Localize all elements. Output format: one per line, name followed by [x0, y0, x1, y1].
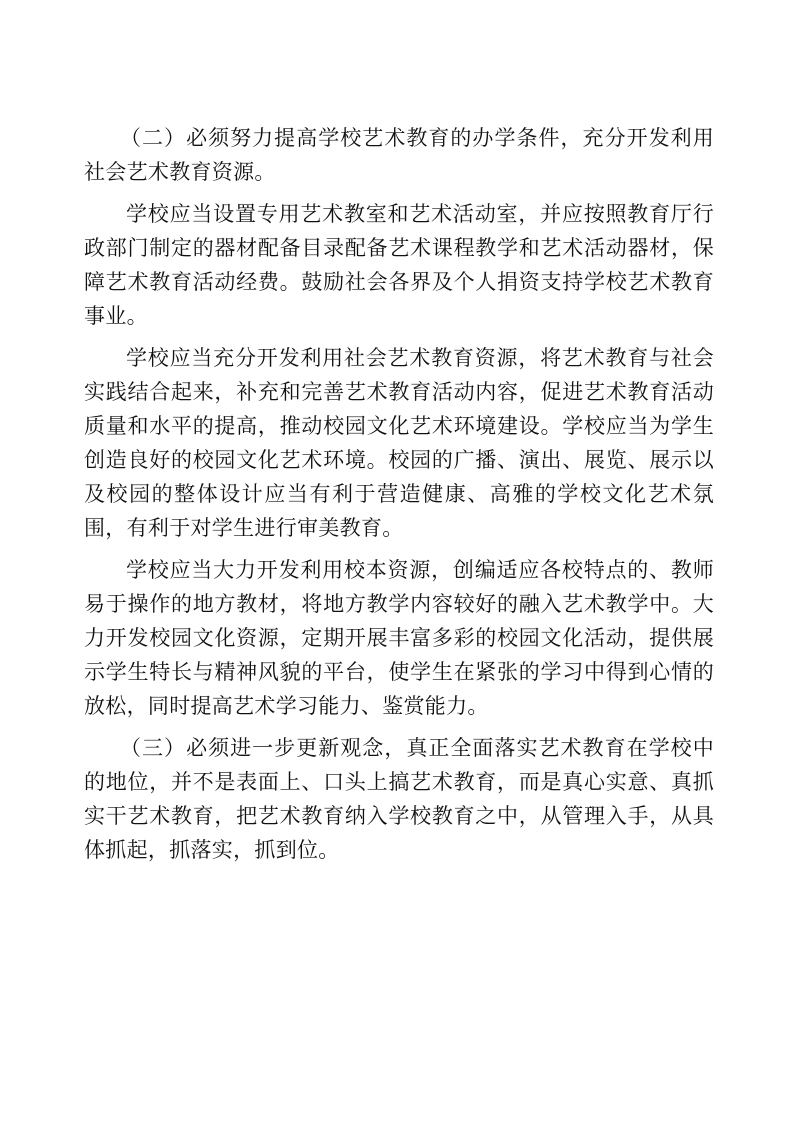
document-body: [84, 121, 714, 867]
paragraph-social-resources: 学校应当充分开发利用社会艺术教育资源，将艺术教育与社会实践结合起来，补充和完善艺术教育活动内容，促进艺术教育活动质量和水平的提高，推动校园文化艺术环境建设。学校应当为学生创造良好的校园文化艺术环境。校园的广播、演出、展览、展示以及校园的整体设计应当有利于营造健康、高雅的学校文化艺术氛围，有利于对学生进行审美教育。: [84, 346, 714, 540]
paragraph-school-resources: 学校应当大力开发利用校本资源，创编适应各校特点的、教师易于操作的地方教材，将地方教学内容较好的融入艺术教学中。大力开发校园文化资源，定期开展丰富多彩的校园文化活动，提供展示学生特长与精神风貌的平台，使学生在紧张的学习中得到心情的放松，同时提高艺术学习能力、鉴赏能力。: [84, 558, 714, 718]
section-heading-two: （二）必须努力提高学校艺术教育的办学条件，充分开发利用社会艺术教育资源。: [84, 126, 714, 184]
paragraph-art-classrooms: 学校应当设置专用艺术教室和艺术活动室，并应按照教育厅行政部门制定的器材配备目录配备艺术课程教学和艺术活动器材，保障艺术教育活动经费。鼓励社会各界及个人捐资支持学校艺术教育事业。: [84, 202, 714, 328]
section-heading-three: （三）必须进一步更新观念，真正全面落实艺术教育在学校中的地位，并不是表面上、口头上搞艺术教育，而是真心实意、真抓实干艺术教育，把艺术教育纳入学校教育之中，从管理入手，从具体抓起，抓落实，抓到位。: [84, 736, 714, 862]
